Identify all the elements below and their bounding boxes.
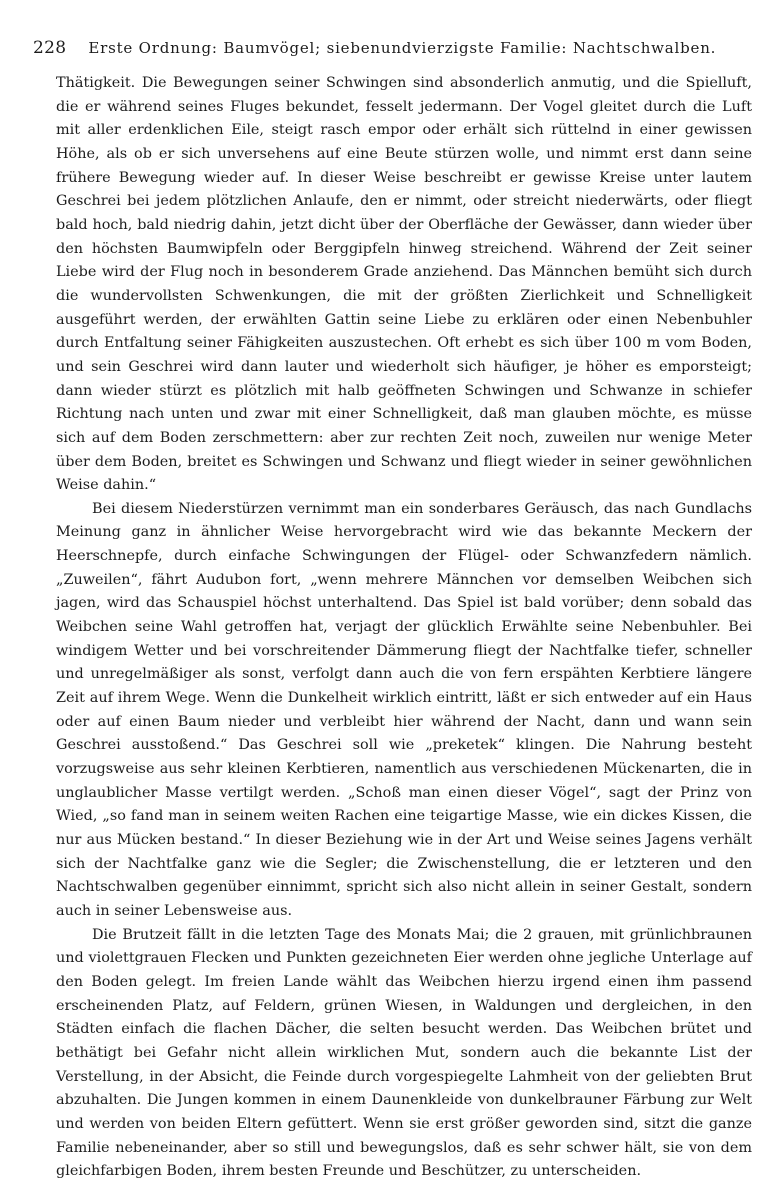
page-number: 228 <box>33 38 67 58</box>
paragraph-breeding: Die Brutzeit fällt in die letzten Tage des Monats Mai; die 2 grauen, mit grünlichbraunen und violettgrauen Flecken und Punkten gezeichneten Eier werden ohne jegliche Unterlage auf den Boden gelegt. Im freien Lande wählt das Weibchen hierzu irgend einen ihm passend erscheinenden Platz, auf Feldern, grünen Wiesen, in Waldungen und dergleichen, in den Städten einfach die flachen Dächer, die selten besucht werden. Das Weibchen brütet und bethätigt bei Gefahr nicht allein wirklichen Mut, sondern auch die bekannte List der Verstellung, in der Absicht, die Feinde durch vorgespiegelte Lahmheit von der geliebten Brut abzuhalten. Die Jungen kommen in einem Daunenkleide von dunkelbrauner Färbung zur Welt und werden von beiden Eltern gefüttert. Wenn sie erst größer geworden sind, sitzt die ganze Familie nebeneinander, aber so still und bewegungslos, daß es sehr schwer hält, sie von dem gleichfarbigen Boden, ihrem besten Freunde und Beschützer, zu unterscheiden. <box>56 926 752 1180</box>
running-title: Erste Ordnung: Baumvögel; siebenundvierzigste Familie: Nachtschwalben. <box>88 39 717 57</box>
paragraph-audubon-quote: Bei diesem Niederstürzen vernimmt man ein sonderbares Geräusch, das nach Gundlachs Meinung ganz in ähnlicher Weise hervorgebracht wird wie das bekannte Meckern der Heerschnepfe, durch einfache Schwingungen der Flügel- oder Schwanzfedern nämlich. „Zuweilen“, fährt Audubon fort, „wenn mehrere Männchen vor demselben Weibchen sich jagen, wird das Schauspiel höchst unterhaltend. Das Spiel ist bald vorüber; denn sobald das Weibchen seine Wahl getroffen hat, verjagt der glücklich Erwählte seine Nebenbuhler. Bei windigem Wetter und bei vorschreitender Dämmerung fliegt der Nachtfalke tiefer, schneller und unregelmäßiger als sonst, verfolgt dann auch die von fern erspähten Kerbtiere längere Zeit auf ihrem Wege. Wenn die Dunkelheit wirklich eintritt, läßt er sich entweder auf ein Haus oder auf einen Baum nieder und verbleibt hier während der Nacht, dann und wann sein Geschrei ausstoßend.“ Das Geschrei soll wie „preketek“ klingen. Die Nahrung besteht vorzugsweise aus sehr kleinen Kerbtieren, namentlich aus verschiedenen Mückenarten, die in unglaublicher Masse vertilgt werden. „Schoß man einen dieser Vögel“, sagt der Prinz von Wied, „so fand man in seinem weiten Rachen eine teigartige Masse, wie ein dickes Kissen, die nur aus Mücken bestand.“ In dieser Beziehung wie in der Art und Weise seines Jagens verhält sich der Nachtfalke ganz wie die Segler; die Zwischenstellung, die er letzteren und den Nachtschwalben gegenüber einnimmt, spricht sich also nicht allein in seiner Gestalt, sondern auch in seiner Lebensweise aus. <box>56 500 752 919</box>
running-head <box>33 38 751 64</box>
body-text <box>56 72 752 1184</box>
paragraph-continuation: Thätigkeit. Die Bewegungen seiner Schwingen sind absonderlich anmutig, und die Spielluft, die er während seines Fluges bekundet, fesselt jedermann. Der Vogel gleitet durch die Luft mit aller erdenklichen Eile, steigt rasch empor oder erhält sich rüttelnd in einer gewissen Höhe, als ob er sich unversehens auf eine Beute stürzen wolle, und nimmt erst dann seine frühere Bewegung wieder auf. In dieser Weise beschreibt er gewisse Kreise unter lautem Geschrei bei jedem plötzlichen Anlaufe, den er nimmt, oder streicht niederwärts, oder fliegt bald hoch, bald niedrig dahin, jetzt dicht über der Oberfläche der Gewässer, dann wieder über den höchsten Baumwipfeln oder Berggipfeln hinweg streichend. Während der Zeit seiner Liebe wird der Flug noch in besonderem Grade anziehend. Das Männchen bemüht sich durch die wundervollsten Schwenkungen, die mit der größten Zierlichkeit und Schnelligkeit ausgeführt werden, der erwählten Gattin seine Liebe zu erklären oder einen Nebenbuhler durch Entfaltung seiner Fähigkeiten auszustechen. Oft erhebt es sich über 100 m vom Boden, und sein Geschrei wird dann lauter und wiederholt sich häufiger, je höher es emporsteigt; dann wieder stürzt es plötzlich mit halb geöffneten Schwingen und Schwanze in schiefer Richtung nach unten und zwar mit einer Schnelligkeit, daß man glauben möchte, es müsse sich auf dem Boden zerschmettern: aber zur rechten Zeit noch, zuweilen nur wenige Meter über dem Boden, breitet es Schwingen und Schwanz und fliegt wieder in seiner gewöhnlichen Weise dahin.“ <box>56 75 752 494</box>
